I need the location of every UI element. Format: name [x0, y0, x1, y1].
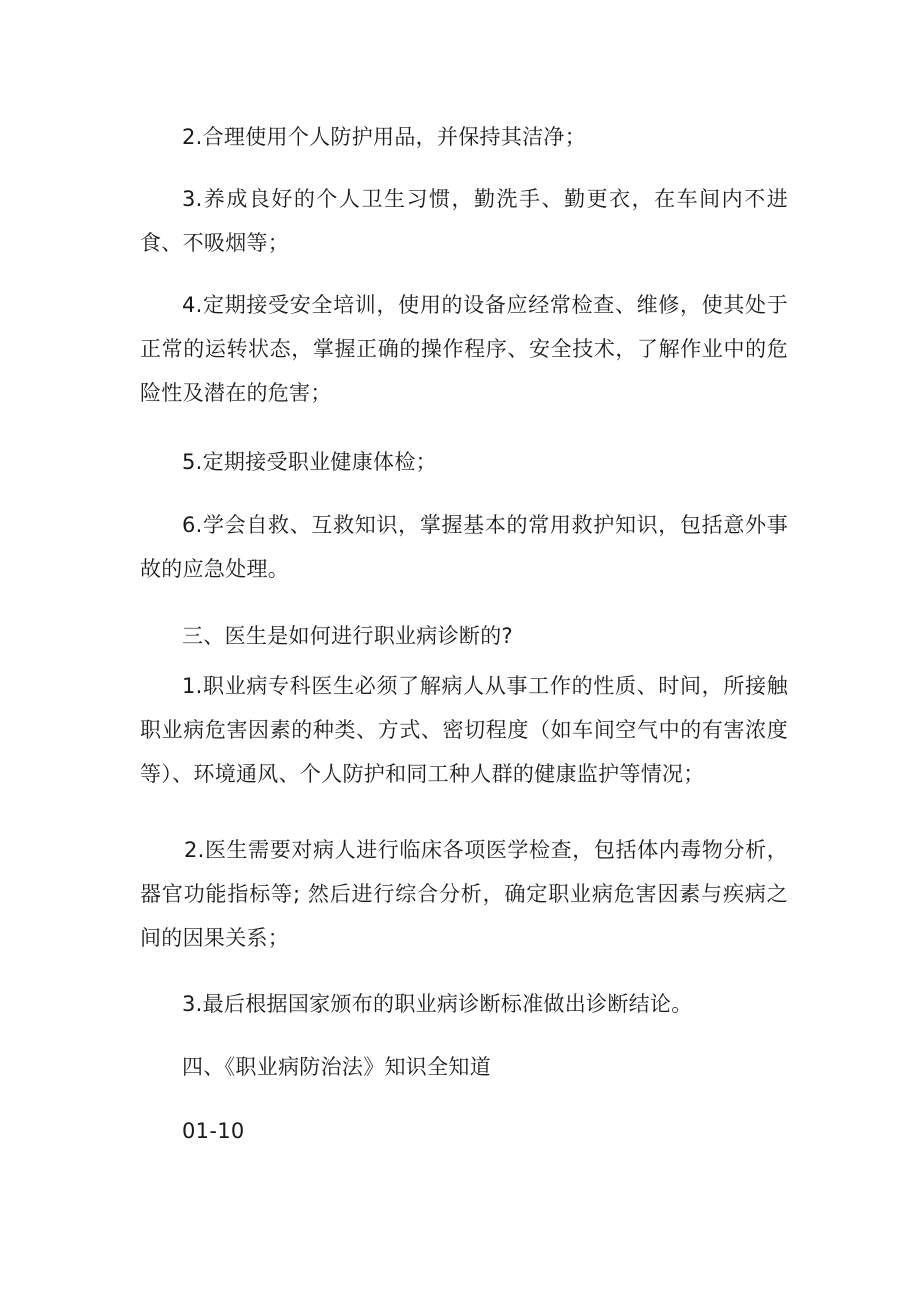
paragraph-protective-equipment: 2.合理使用个人防护用品，并保持其洁净； [182, 125, 587, 149]
paragraph-first-aid: 6.学会自救、互救知识，掌握基本的常用救护知识，包括意外事故的应急处理。 [140, 513, 788, 581]
paragraph-safety-training: 4.定期接受安全培训，使用的设备应经常检查、维修，使其处于正常的运转状态，掌握正确的操作程序、安全技术，了解作业中的危险性及潜在的危害； [140, 293, 788, 405]
section-heading-law-knowledge: 四、《职业病防治法》知识全知道 [182, 1055, 491, 1079]
paragraph-health-checkup: 5.定期接受职业健康体检； [182, 450, 437, 474]
section-heading-diagnosis: 三、医生是如何进行职业病诊断的? [182, 624, 513, 648]
item-range-label: 01-10 [182, 1119, 245, 1143]
paragraph-personal-hygiene: 3.养成良好的个人卫生习惯，勤洗手、勤更衣，在车间内不进食、不吸烟等； [140, 187, 788, 255]
paragraph-diagnosis-step-2: 2.医生需要对病人进行临床各项医学检查，包括体内毒物分析，器官功能指标等; 然后进行综合分析，确定职业病危害因素与疾病之间的因果关系； [140, 838, 788, 950]
paragraph-diagnosis-step-1: 1.职业病专科医生必须了解病人从事工作的性质、时间，所接触职业病危害因素的种类、方式、密切程度（如车间空气中的有害浓度等）、环境通风、个人防护和同工种人群的健康监护等情况； [140, 674, 788, 786]
paragraph-diagnosis-step-3: 3.最后根据国家颁布的职业病诊断标准做出诊断结论。 [182, 992, 693, 1016]
